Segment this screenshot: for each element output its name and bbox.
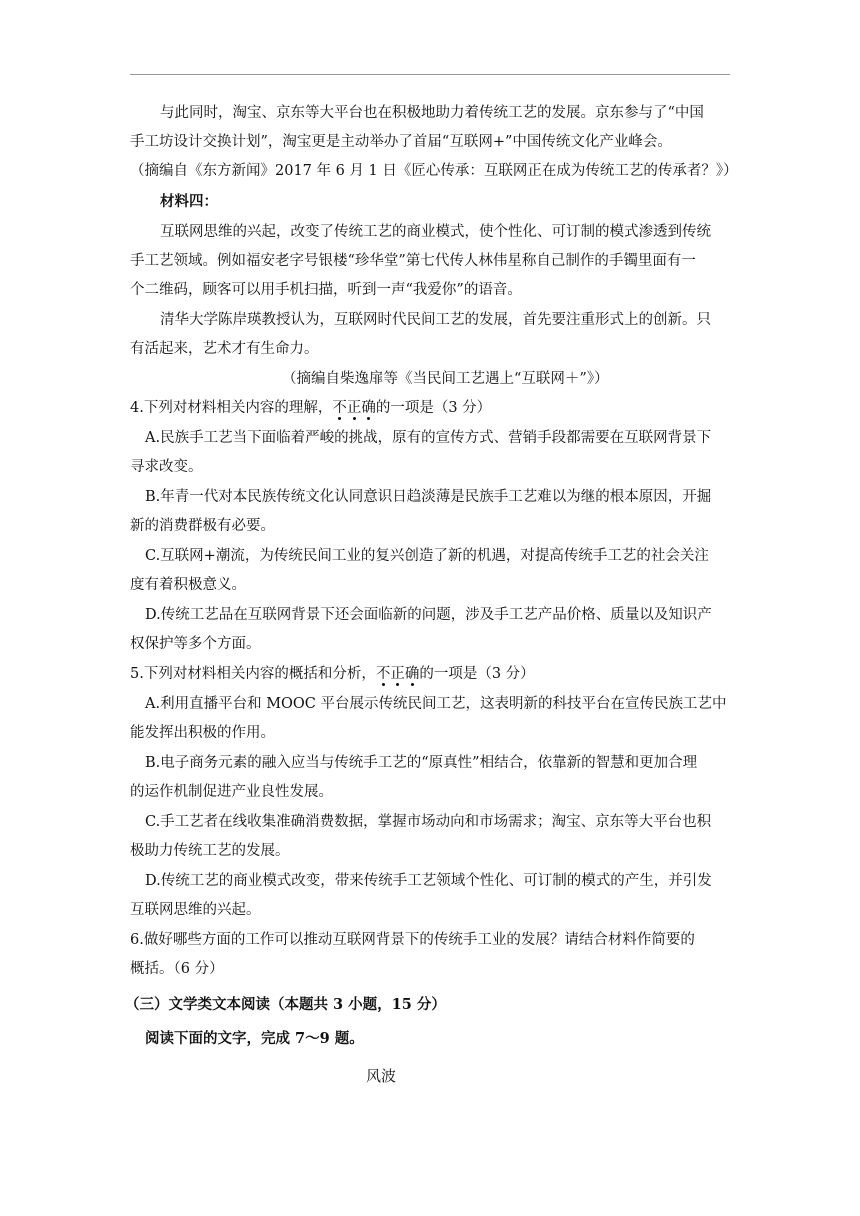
header-rule: [130, 74, 730, 75]
stem-text: 的一项是（3 分）: [375, 400, 492, 416]
option-c-cont: 极助力传统工艺的发展。: [130, 843, 290, 859]
question-6-stem-cont: 概括。（6 分）: [130, 961, 224, 977]
section-heading: （三）文学类文本阅读（本题共 3 小题，15 分）: [125, 996, 446, 1013]
option-b-cont: 的运作机制促进产业良性发展。: [130, 784, 333, 800]
paragraph-line: 有活起来，艺术才有生命力。: [130, 341, 319, 357]
paragraph-line: 个二维码，顾客可以用手机扫描，听到一声“我爱你”的语音。: [130, 282, 522, 298]
option-b-cont: 新的消费群极有必要。: [130, 518, 275, 534]
option-c: C.手工艺者在线收集准确消费数据，掌握市场动向和市场需求；淘宝、京东等大平台也积: [145, 814, 712, 830]
option-d-cont: 互联网思维的兴起。: [130, 902, 261, 918]
question-6-stem: 6.做好哪些方面的工作可以推动互联网背景下的传统手工业的发展？请结合材料作简要的: [130, 932, 695, 948]
option-d: D.传统工艺品在互联网背景下还会面临新的问题，涉及手工艺产品价格、质量以及知识产: [145, 607, 712, 623]
stem-text: 5.下列对材料相关内容的概括和分析，: [130, 666, 376, 682]
paragraph-line: 与此同时，淘宝、京东等大平台也在积极地助力着传统工艺的发展。京东参与了“中国: [160, 105, 704, 121]
option-c-cont: 度有着积极意义。: [130, 577, 246, 593]
paragraph-line: 手工艺领域。例如福安老字号银楼“珍华堂”第七代传人林伟星称自己制作的手镯里面有一: [130, 253, 696, 269]
stem-text: 4.下列对材料相关内容的理解，: [130, 400, 333, 416]
paragraph-line: 互联网思维的兴起，改变了传统工艺的商业模式，使个性化、可订制的模式渗透到传统: [160, 224, 711, 240]
option-d-cont: 权保护等多个方面。: [130, 636, 261, 652]
paragraph-line: 清华大学陈岸瑛教授认为，互联网时代民间工艺的发展，首先要注重形式上的创新。只: [160, 312, 711, 328]
citation: （摘编自柴逸扉等《当民间工艺遇上“互联网＋”》）: [282, 371, 609, 387]
emphasis-char: 不: [332, 400, 347, 416]
story-title: 风波: [366, 1067, 397, 1085]
material-heading: 材料四：: [160, 193, 218, 210]
reading-instruction: 阅读下面的文字，完成 7～9 题。: [145, 1030, 364, 1047]
option-d: D.传统工艺的商业模式改变，带来传统手工艺领域个性化、可订制的模式的产生，并引发: [145, 873, 712, 889]
option-b: B.电子商务元素的融入应当与传统手工艺的“原真性”相结合，依靠新的智慧和更加合理: [145, 755, 698, 771]
option-a: A.利用直播平台和 MOOC 平台展示传统民间工艺，这表明新的科技平台在宣传民族工艺中: [145, 696, 727, 712]
emphasis-char: 不: [375, 666, 391, 682]
emphasis-char: 正: [346, 400, 362, 416]
question-4-stem: [130, 398, 491, 418]
option-a-cont: 寻求改变。: [130, 459, 203, 475]
option-a-cont: 能发挥出积极的作用。: [130, 725, 275, 741]
option-b: B.年青一代对本民族传统文化认同意识日趋淡薄是民族手工艺难以为继的根本原因，开掘: [145, 489, 712, 505]
emphasis-char: 正: [390, 666, 405, 682]
stem-text: 的一项是（3 分）: [419, 666, 535, 682]
option-a: A.民族手工艺当下面临着严峻的挑战，原有的宣传方式、营销手段都需要在互联网背景下: [145, 430, 712, 446]
emphasis-char: 确: [404, 666, 420, 682]
option-c: C.互联网+潮流，为传统民间工业的复兴创造了新的机遇，对提高传统手工艺的社会关注: [145, 548, 709, 564]
question-5-stem: [130, 664, 535, 684]
paragraph-line: 手工坊设计交换计划”，淘宝更是主动举办了首届“互联网+”中国传统文化产业峰会。: [130, 134, 672, 150]
citation: （摘编自《东方新闻》2017 年 6 月 1 日《匠心传承：互联网正在成为传统工艺的传承者？》）: [130, 163, 738, 179]
emphasis-char: 确: [361, 400, 376, 416]
